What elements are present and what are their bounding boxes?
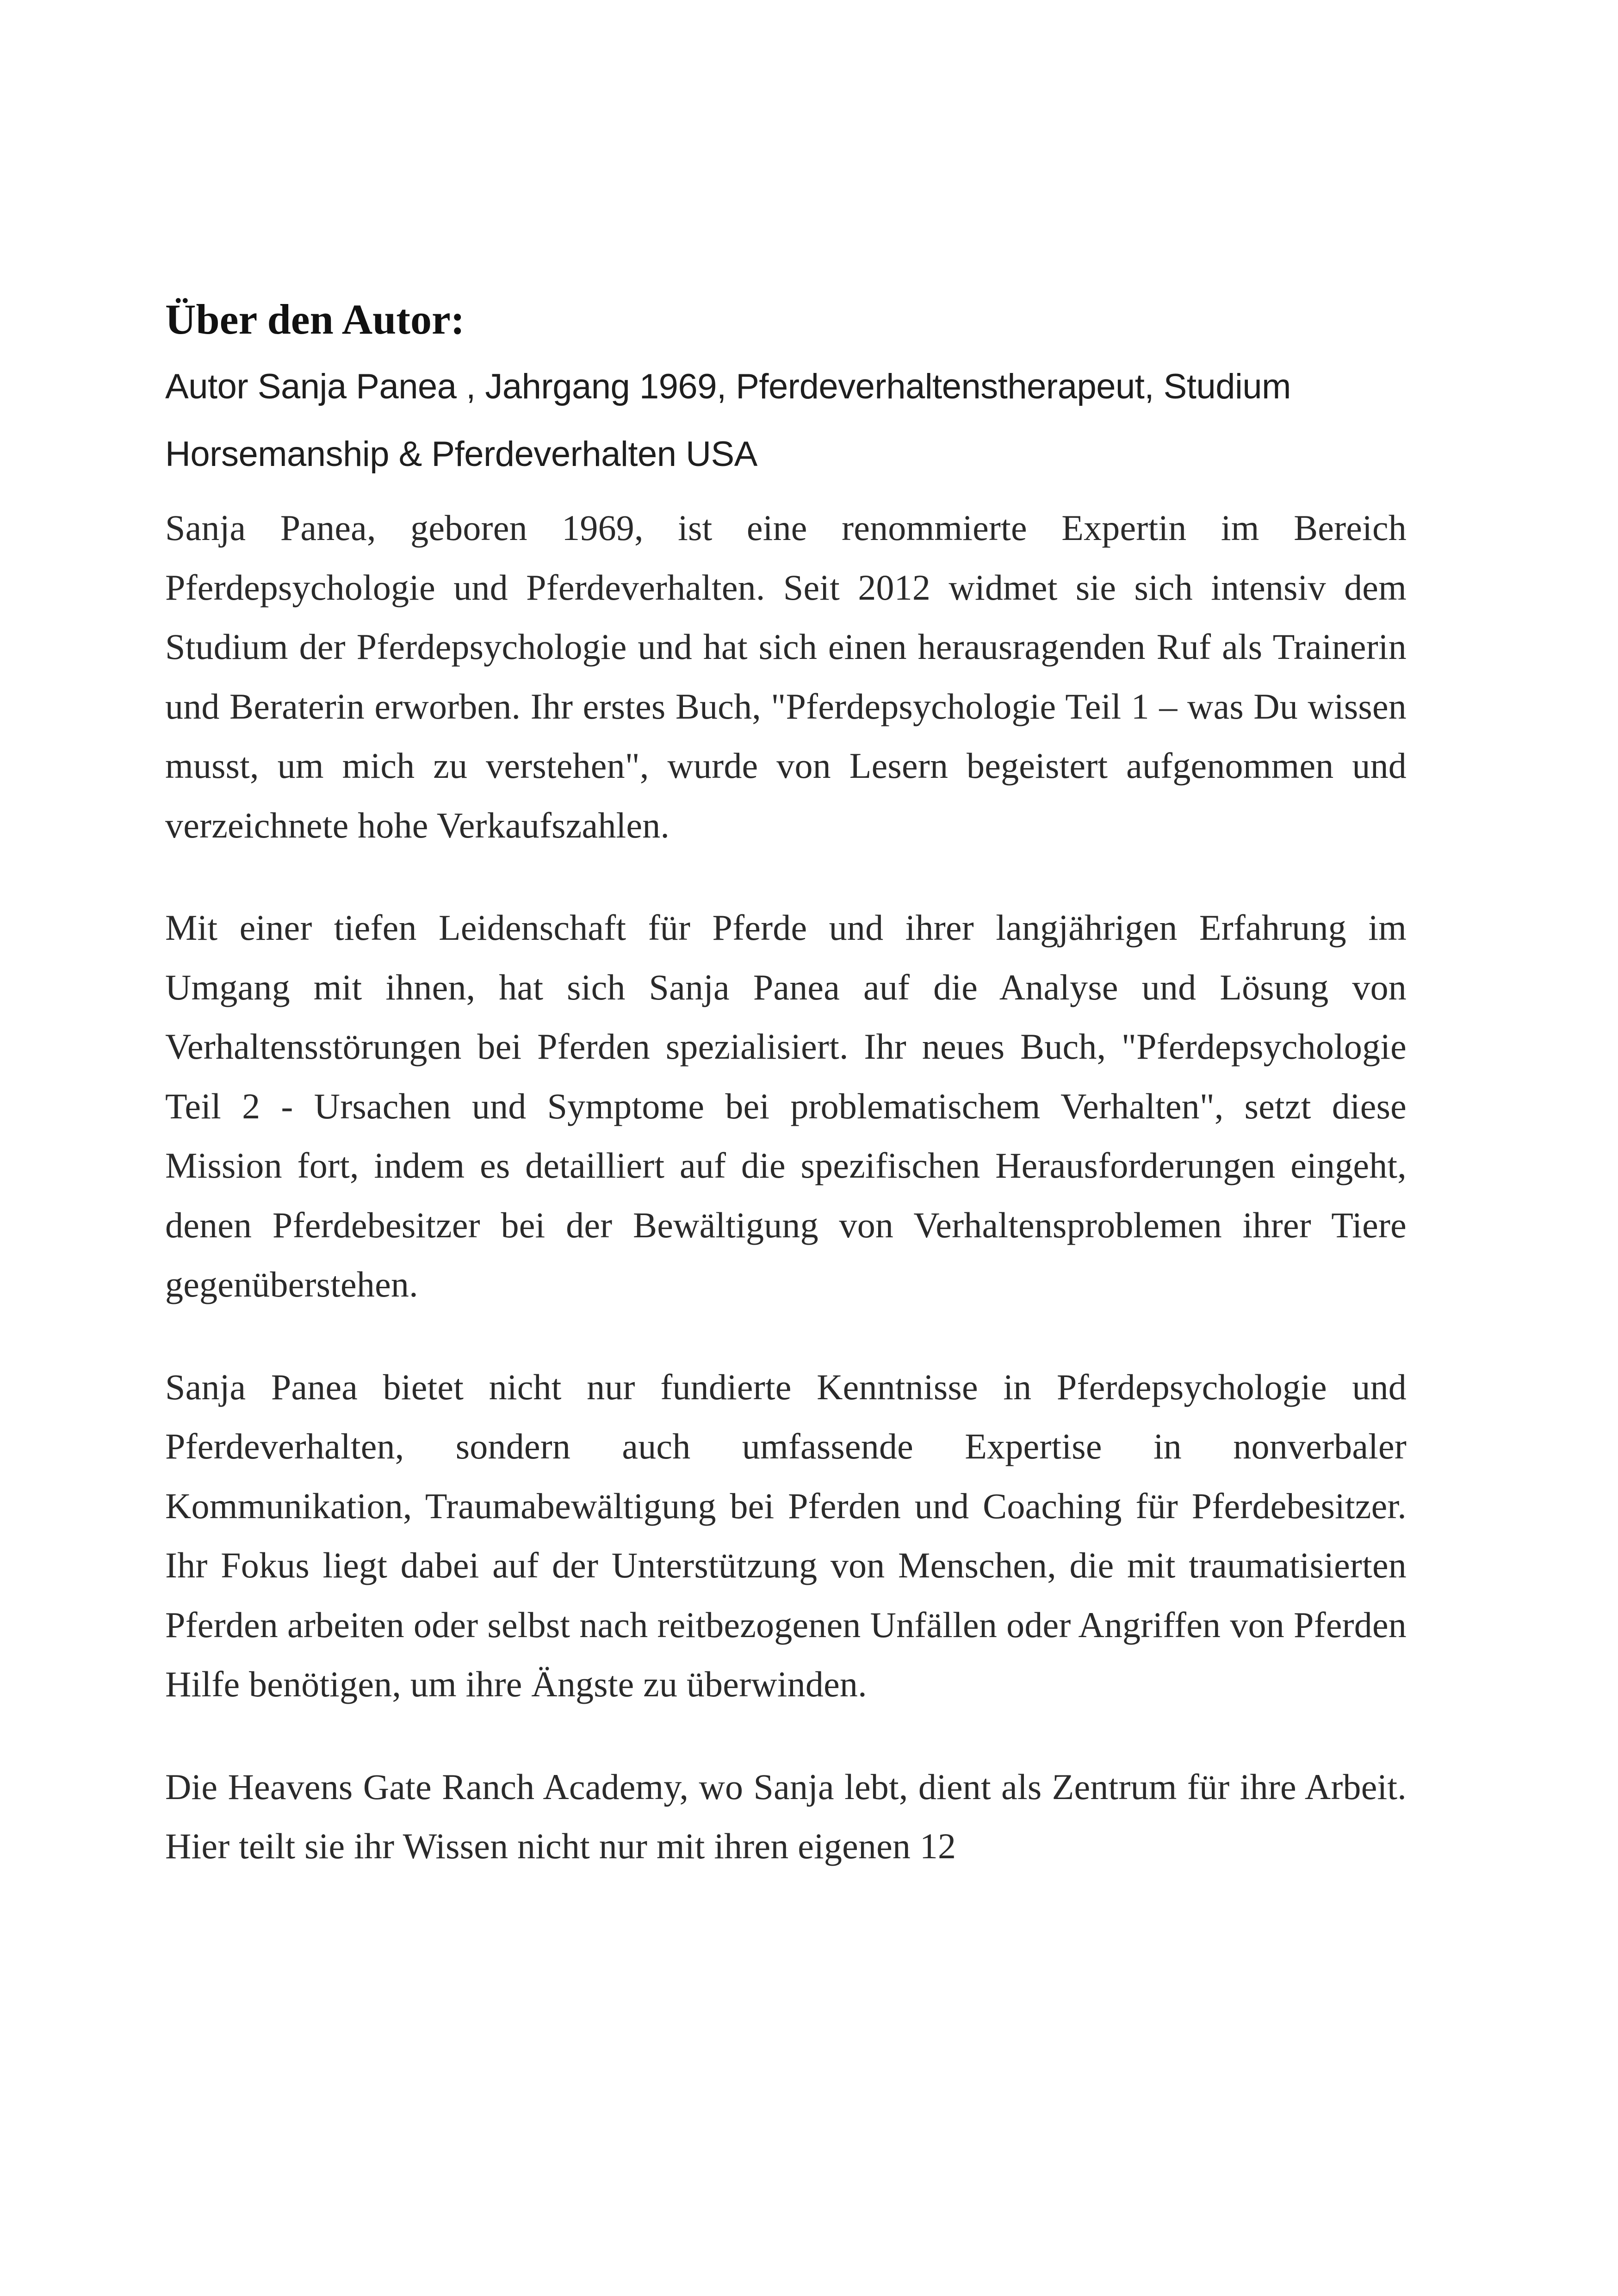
paragraph-1: Sanja Panea, geboren 1969, ist eine renommierte Expertin im Bereich Pferdepsychologie und Pferdeverhalten. Seit 2012 widmet sie sich intensiv dem Studium der Pferdepsychologie und hat sich einen herausragenden Ruf als Trainerin und Beraterin erworben. Ihr erstes Buch, "Pferdepsychologie Teil 1 – was Du wissen musst, um mich zu verstehen", wurde von Lesern begeistert aufgenommen und verzeichnete hohe Verkaufszahlen. xyxy=(165,508,1407,845)
paragraph-3: Sanja Panea bietet nicht nur fundierte Kenntnisse in Pferdepsychologie und Pferdeverhalten, sondern auch umfassende Expertise in nonverbaler Kommunikation, Traumabewältigung bei Pferden und Coaching für Pferdebesitzer. Ihr Fokus liegt dabei auf der Unterstützung von Menschen, die mit traumatisierten Pferden arbeiten oder selbst nach reitbezogenen Unfällen oder Angriffen von Pferden Hilfe benötigen, um ihre Ängste zu überwinden. xyxy=(165,1366,1407,1704)
paragraph-2: Mit einer tiefen Leidenschaft für Pferde und ihrer langjährigen Erfahrung im Umgang mit ihnen, hat sich Sanja Panea auf die Analyse und Lösung von Verhaltensstörungen bei Pferden spezialisiert. Ihr neues Buch, "Pferdepsychologie Teil 2 - Ursachen und Symptome bei problematischem Verhalten", setzt diese Mission fort, indem es detailliert auf die spezifischen Herausforderungen eingeht, denen Pferdebesitzer bei der Bewältigung von Verhaltensproblemen ihrer Tiere gegenüberstehen. xyxy=(165,907,1407,1304)
paragraph-4: Die Heavens Gate Ranch Academy, wo Sanja lebt, dient als Zentrum für ihre Arbeit. Hier teilt sie ihr Wissen nicht nur mit ihren eigenen 12 xyxy=(165,1766,1407,1866)
author-subheading: Autor Sanja Panea , Jahrgang 1969, Pferdeverhaltenstherapeut, Studium Horsemanship & Pferdeverhalten USA xyxy=(165,367,1291,474)
section-heading: Über den Autor: xyxy=(165,296,465,343)
